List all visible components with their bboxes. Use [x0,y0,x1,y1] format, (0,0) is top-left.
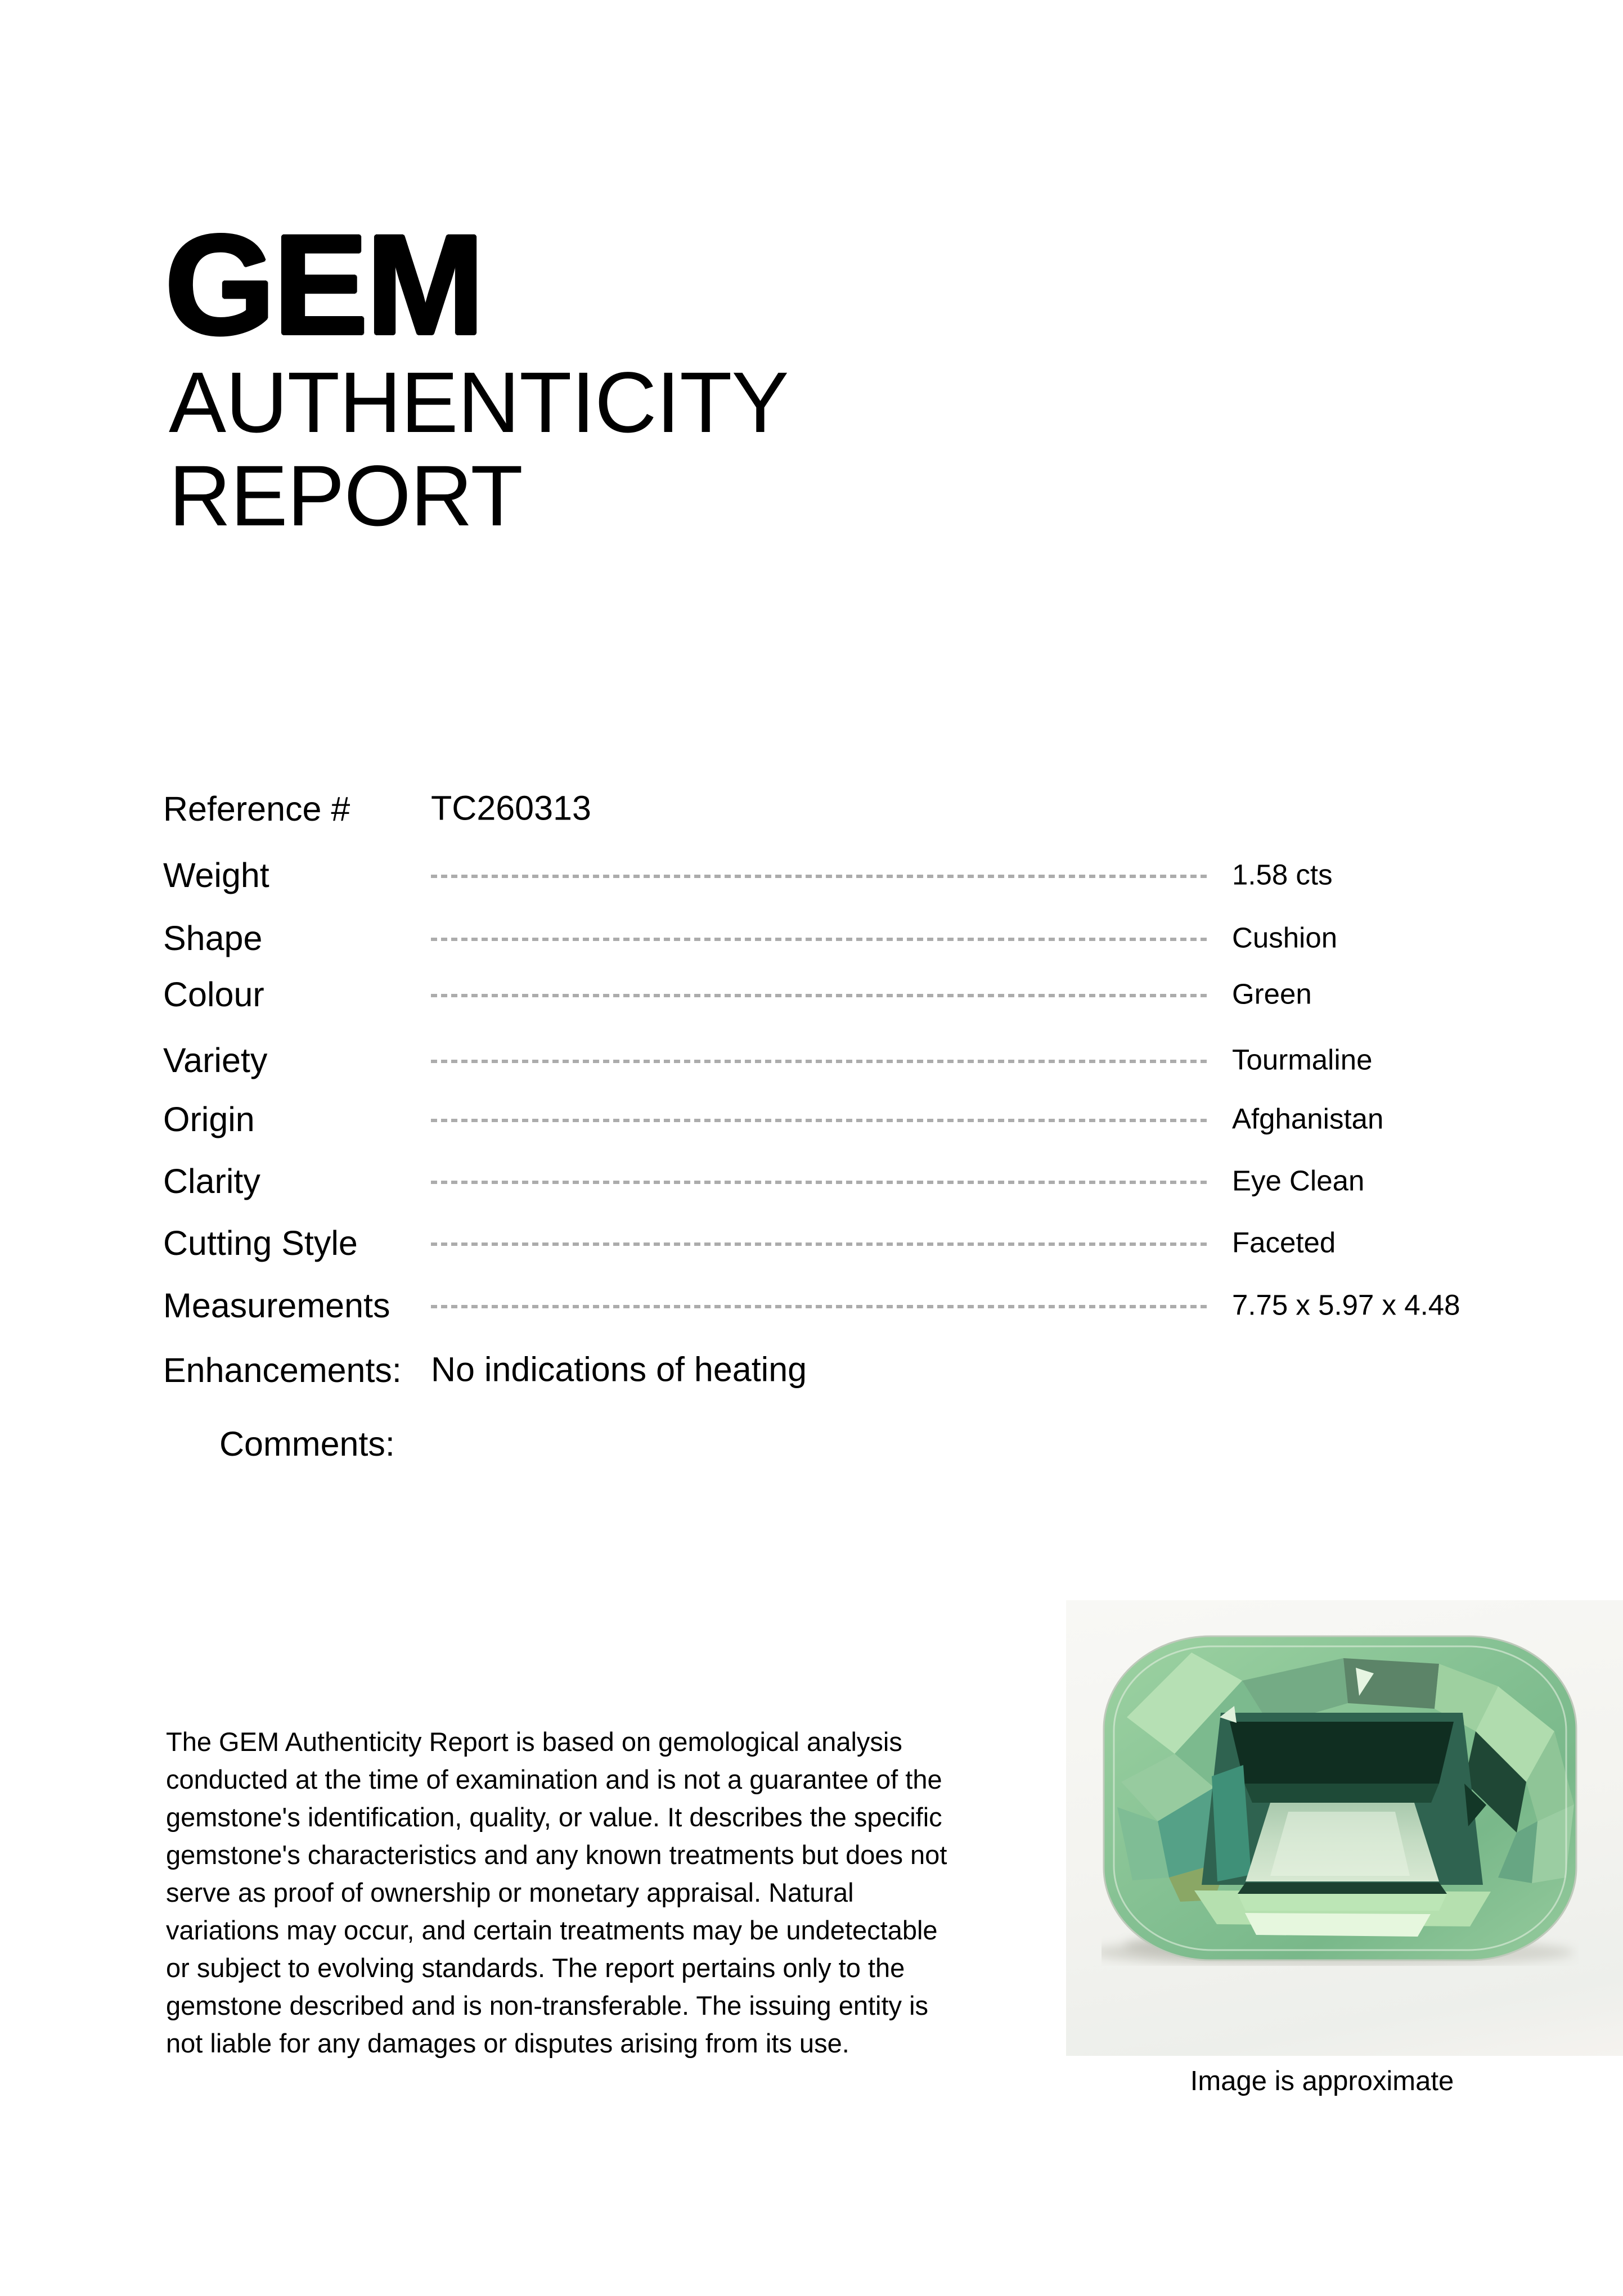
field-row-clarity [163,1147,1482,1215]
disclaimer-line: not liable for any damages or disputes arising from its use. [166,2028,849,2058]
dotted-leader-line [431,1242,1207,1246]
field-label: Variety [163,1041,268,1079]
field-value: Cushion [1232,921,1338,954]
disclaimer-line: gemstone's identification, quality, or value. It describes the specific [166,1802,942,1832]
field-value: TC260313 [431,789,591,827]
field-value: Faceted [1232,1226,1336,1259]
field-label: Comments: [219,1425,395,1463]
field-label: Enhancements: [163,1351,402,1389]
dotted-leader-line [431,1181,1207,1184]
dotted-leader-line [431,994,1207,997]
gem-illustration [1102,1633,1579,1966]
field-label: Reference # [163,790,350,828]
field-label: Colour [163,975,264,1014]
field-row-measurements [163,1272,1482,1339]
dotted-leader-line [431,875,1207,878]
dotted-leader-line [431,1060,1207,1063]
field-value: Green [1232,978,1312,1010]
field-row-enhancements [163,1336,1482,1404]
dotted-leader-line [431,1119,1207,1122]
field-value: Afghanistan [1232,1102,1384,1135]
field-value: Eye Clean [1232,1164,1365,1197]
field-label: Cutting Style [163,1224,358,1262]
field-row-reference [163,775,1482,843]
field-label: Clarity [163,1162,260,1200]
field-value: No indications of heating [431,1350,807,1389]
field-row-weight [163,841,1482,909]
disclaimer-line: The GEM Authenticity Report is based on gemological analysis [166,1727,902,1757]
disclaimer-line: conducted at the time of examination and is not a guarantee of the [166,1764,942,1794]
field-row-comments [163,1410,1482,1478]
field-value: Tourmaline [1232,1043,1373,1076]
disclaimer-line: gemstone's characteristics and any known treatments but does not [166,1840,947,1870]
disclaimer-line: gemstone described and is non-transferable. The issuing entity is [166,1991,929,2020]
field-label: Weight [163,856,269,894]
disclaimer-line: serve as proof of ownership or monetary appraisal. Natural [166,1878,854,1907]
field-label: Measurements [163,1286,390,1325]
disclaimer-paragraph [166,1723,1010,2062]
field-label: Origin [163,1100,255,1138]
photo-caption: Image is approximate [1190,2066,1454,2096]
disclaimer-line: or subject to evolving standards. The report pertains only to the [166,1953,905,1983]
dotted-leader-line [431,938,1207,941]
field-row-origin [163,1086,1482,1153]
dotted-leader-line [431,1305,1207,1308]
field-value: 1.58 cts [1232,858,1333,891]
gem-photo [1066,1600,1623,2056]
field-value: 7.75 x 5.97 x 4.48 [1232,1289,1460,1321]
disclaimer-line: variations may occur, and certain treatments may be undetectable [166,1915,938,1945]
field-row-cutting-style [163,1209,1482,1277]
report-subtitle: AUTHENTICITY REPORT [169,354,787,544]
field-row-variety [163,1027,1482,1094]
report-title: GEM [165,206,483,364]
field-row-colour [163,961,1482,1028]
field-label: Shape [163,919,263,957]
